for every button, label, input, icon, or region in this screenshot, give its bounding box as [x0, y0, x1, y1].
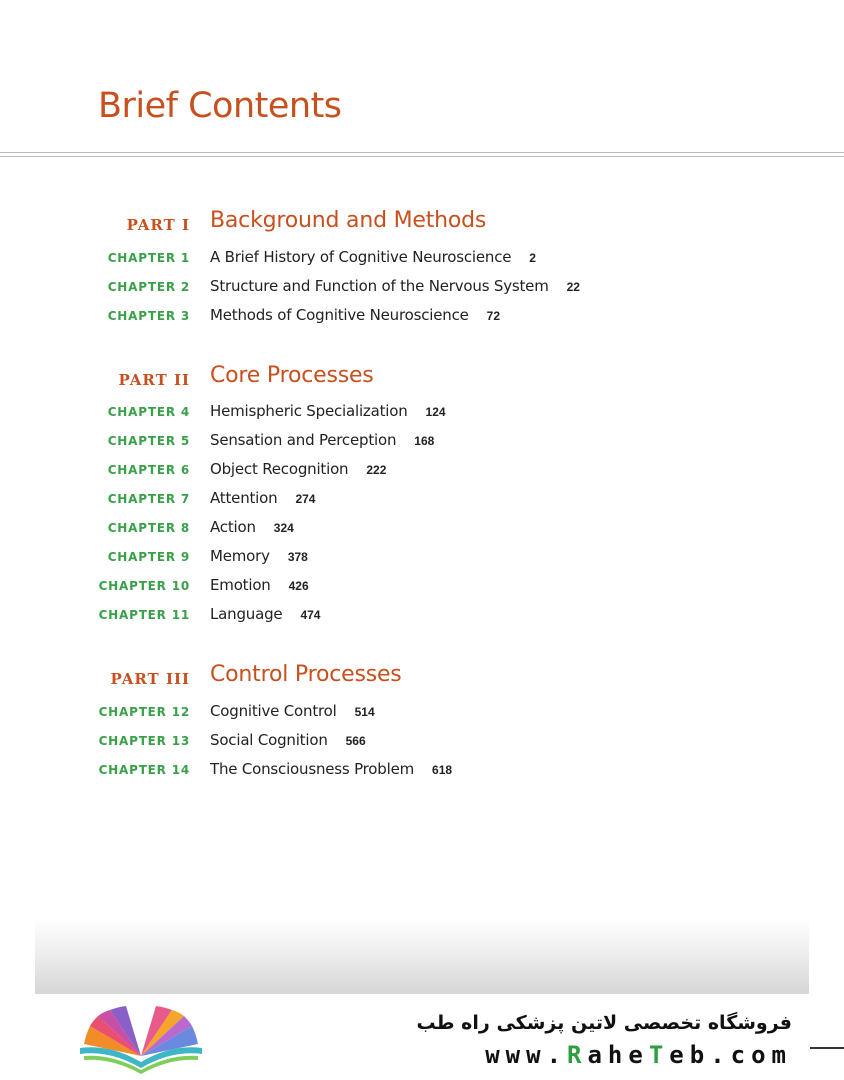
chapter-entry[interactable] — [0, 304, 844, 328]
chapter-label: CHAPTER 13 — [98, 734, 190, 748]
chapter-page-number: 2 — [529, 251, 536, 265]
chapter-title: Structure and Function of the Nervous System — [210, 277, 549, 295]
chapter-entry[interactable] — [0, 729, 844, 753]
chapter-label: CHAPTER 8 — [107, 521, 190, 535]
chapter-title: Language — [210, 605, 283, 623]
chapter-page-number: 72 — [486, 309, 501, 323]
chapter-label: CHAPTER 9 — [107, 550, 190, 564]
part-label: PART III — [110, 670, 190, 688]
part-title: Core Processes — [210, 363, 374, 388]
chapter-page-number: 324 — [273, 521, 294, 535]
chapter-entry[interactable] — [0, 545, 844, 569]
chapter-entry[interactable] — [0, 400, 844, 424]
chapter-page-number: 274 — [295, 492, 316, 506]
chapter-title: Action — [210, 518, 256, 536]
chapter-page-number: 474 — [300, 608, 321, 622]
chapter-label: CHAPTER 4 — [107, 405, 190, 419]
chapter-label: CHAPTER 3 — [107, 309, 190, 323]
chapter-label: CHAPTER 10 — [98, 579, 190, 593]
chapter-label: CHAPTER 6 — [107, 463, 190, 477]
chapter-label: CHAPTER 7 — [107, 492, 190, 506]
chapter-title: A Brief History of Cognitive Neuroscience — [210, 248, 512, 266]
chapter-title: Methods of Cognitive Neuroscience — [210, 306, 469, 324]
chapter-page-number: 566 — [345, 734, 366, 748]
chapter-title: Memory — [210, 547, 270, 565]
part-heading[interactable] — [0, 660, 844, 696]
chapter-entry[interactable] — [0, 603, 844, 627]
chapter-entry[interactable] — [0, 275, 844, 299]
open-book-logo-icon — [76, 1004, 206, 1074]
chapter-title: Emotion — [210, 576, 271, 594]
chapter-page-number: 426 — [288, 579, 309, 593]
part-heading[interactable] — [0, 206, 844, 242]
chapter-entry[interactable] — [0, 758, 844, 782]
chapter-title: Attention — [210, 489, 278, 507]
chapter-entry[interactable] — [0, 246, 844, 270]
chapter-title: Cognitive Control — [210, 702, 337, 720]
header-rule-bottom — [0, 156, 844, 157]
part-heading[interactable] — [0, 361, 844, 397]
part-title: Background and Methods — [210, 208, 487, 233]
chapter-page-number: 168 — [414, 434, 435, 448]
chapter-label: CHAPTER 12 — [98, 705, 190, 719]
part-label: PART I — [126, 216, 190, 234]
chapter-title: Sensation and Perception — [210, 431, 397, 449]
chapter-page-number: 22 — [566, 280, 580, 294]
chapter-page-number: 514 — [354, 705, 375, 719]
chapter-label: CHAPTER 14 — [98, 763, 190, 777]
chapter-title: Object Recognition — [210, 460, 349, 478]
chapter-label: CHAPTER 1 — [107, 251, 190, 265]
watermark-footer — [0, 994, 844, 1080]
chapter-title: The Consciousness Problem — [210, 760, 415, 778]
chapter-entry[interactable] — [0, 487, 844, 511]
store-name: فروشگاه تخصصی لاتین پزشکی راه طب — [416, 1012, 792, 1034]
chapter-page-number: 618 — [432, 763, 453, 777]
footer-rule — [810, 1047, 844, 1049]
chapter-entry[interactable] — [0, 700, 844, 724]
chapter-label: CHAPTER 5 — [107, 434, 190, 448]
chapter-page-number: 222 — [366, 463, 387, 477]
chapter-page-number: 124 — [425, 405, 446, 419]
chapter-title: Social Cognition — [210, 731, 328, 749]
chapter-label: CHAPTER 2 — [107, 280, 190, 294]
part-title: Control Processes — [210, 662, 402, 687]
page-shadow — [35, 918, 809, 994]
chapter-page-number: 378 — [287, 550, 308, 564]
part-label: PART II — [118, 371, 190, 389]
chapter-entry[interactable] — [0, 516, 844, 540]
chapter-label: CHAPTER 11 — [98, 608, 190, 622]
chapter-title: Hemispheric Specialization — [210, 402, 408, 420]
page-title: Brief Contents — [98, 86, 342, 126]
store-url: www.RaheTeb.com — [485, 1041, 792, 1069]
header-rule-top — [0, 152, 844, 153]
chapter-entry[interactable] — [0, 429, 844, 453]
chapter-entry[interactable] — [0, 458, 844, 482]
chapter-entry[interactable] — [0, 574, 844, 598]
